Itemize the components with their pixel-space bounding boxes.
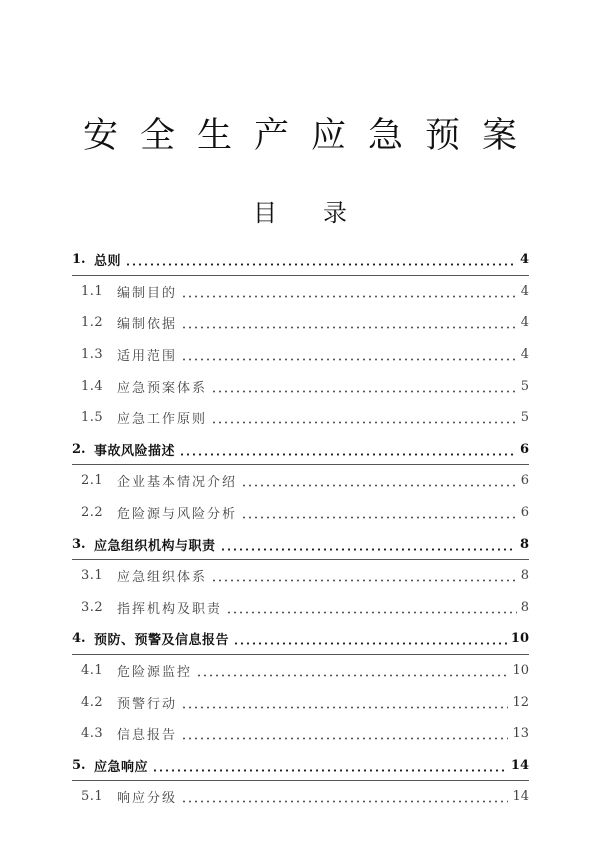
toc-entry-label: 指挥机构及职责	[117, 601, 223, 617]
toc-entry-label: 危险源监控	[117, 665, 193, 681]
toc-chapter-row[interactable]	[72, 434, 529, 466]
toc-section-row[interactable]	[72, 339, 529, 371]
toc-entry-label: 预防、预警及信息报告	[94, 633, 230, 649]
toc-entry-label: 预警行动	[117, 696, 178, 712]
toc-dot-leader	[196, 664, 508, 677]
toc-entry-number: 4.1	[81, 663, 104, 679]
toc-entry-label: 编制依据	[117, 317, 178, 333]
toc-page-number: 4	[520, 283, 529, 299]
toc-entry-label: 响应分级	[117, 791, 178, 807]
toc-dot-leader	[241, 474, 517, 487]
toc-page-number: 6	[520, 505, 529, 521]
toc-entry-number: 5.	[72, 757, 86, 773]
toc-page-number: 4	[519, 252, 529, 268]
toc-entry-number: 1.1	[81, 283, 104, 299]
toc-entry-label: 编制目的	[117, 285, 178, 301]
table-of-contents	[72, 244, 529, 813]
toc-dot-leader	[226, 601, 517, 614]
toc-chapter-row[interactable]	[72, 623, 529, 655]
toc-page-number: 5	[520, 378, 529, 394]
toc-dot-leader	[125, 253, 516, 266]
toc-dot-leader	[181, 316, 517, 329]
toc-entry-label: 应急预案体系	[117, 380, 208, 396]
toc-section-row[interactable]	[72, 370, 529, 402]
toc-entry-label: 企业基本情况介绍	[117, 475, 238, 491]
toc-dot-leader	[211, 411, 517, 424]
toc-chapter-row[interactable]	[72, 528, 529, 560]
toc-section-row[interactable]	[72, 276, 529, 308]
toc-dot-leader	[181, 696, 508, 709]
toc-section-row[interactable]	[72, 686, 529, 718]
toc-entry-number: 4.3	[81, 726, 104, 742]
toc-dot-leader	[179, 443, 516, 456]
toc-dot-leader	[181, 790, 508, 803]
toc-section-row[interactable]	[72, 655, 529, 687]
toc-entry-label: 应急组织机构与职责	[94, 538, 216, 554]
toc-dot-leader	[181, 285, 517, 298]
toc-section-row[interactable]	[72, 497, 529, 529]
toc-entry-label: 应急组织体系	[117, 570, 208, 586]
toc-dot-leader	[152, 759, 507, 772]
toc-page-number: 6	[520, 473, 529, 489]
toc-dot-leader	[211, 380, 517, 393]
toc-dot-leader	[233, 632, 507, 645]
toc-entry-number: 3.	[72, 536, 86, 552]
toc-section-row[interactable]	[72, 465, 529, 497]
toc-entry-label: 事故风险描述	[94, 443, 176, 459]
toc-entry-number: 2.	[72, 441, 86, 457]
toc-entry-number: 1.3	[81, 347, 104, 363]
toc-entry-number: 3.2	[81, 599, 104, 615]
toc-entry-label: 适用范围	[117, 349, 178, 365]
toc-page-number: 8	[520, 599, 529, 615]
toc-page-number: 10	[510, 631, 529, 647]
toc-entry-number: 4.2	[81, 694, 104, 710]
toc-entry-label: 应急响应	[94, 759, 149, 775]
toc-entry-number: 1.	[72, 252, 86, 268]
toc-section-row[interactable]	[72, 781, 529, 813]
toc-entry-label: 应急工作原则	[117, 412, 208, 428]
toc-page-number: 4	[520, 315, 529, 331]
toc-entry-number: 4.	[72, 631, 86, 647]
toc-entry-label: 信息报告	[117, 728, 178, 744]
toc-entry-number: 2.1	[81, 473, 104, 489]
toc-chapter-row[interactable]	[72, 244, 529, 276]
toc-page-number: 5	[520, 410, 529, 426]
toc-dot-leader	[220, 538, 516, 551]
toc-section-row[interactable]	[72, 718, 529, 750]
toc-page-number: 8	[520, 568, 529, 584]
toc-page-number: 14	[510, 757, 529, 773]
toc-entry-number: 1.4	[81, 378, 104, 394]
toc-dot-leader	[241, 506, 517, 519]
toc-page-number: 14	[512, 789, 529, 805]
toc-page-number: 6	[519, 441, 529, 457]
toc-entry-number: 1.2	[81, 315, 104, 331]
toc-entry-label: 危险源与风险分析	[117, 507, 238, 523]
toc-chapter-row[interactable]	[72, 750, 529, 782]
document-title: 安全生产应急预案	[82, 116, 539, 156]
toc-dot-leader	[181, 727, 508, 740]
toc-entry-label: 总则	[94, 254, 122, 270]
toc-dot-leader	[211, 569, 517, 582]
toc-section-row[interactable]	[72, 560, 529, 592]
toc-entry-number: 2.2	[81, 505, 104, 521]
toc-entry-number: 3.1	[81, 568, 104, 584]
toc-page-number: 8	[519, 536, 529, 552]
toc-page-number: 4	[520, 347, 529, 363]
toc-entry-number: 5.1	[81, 789, 104, 805]
toc-entry-number: 1.5	[81, 410, 104, 426]
toc-dot-leader	[181, 348, 517, 361]
toc-heading: 目录	[253, 199, 393, 227]
toc-page-number: 12	[512, 694, 529, 710]
toc-section-row[interactable]	[72, 592, 529, 624]
toc-section-row[interactable]	[72, 402, 529, 434]
toc-page-number: 10	[512, 663, 529, 679]
toc-page-number: 13	[512, 726, 529, 742]
toc-section-row[interactable]	[72, 307, 529, 339]
